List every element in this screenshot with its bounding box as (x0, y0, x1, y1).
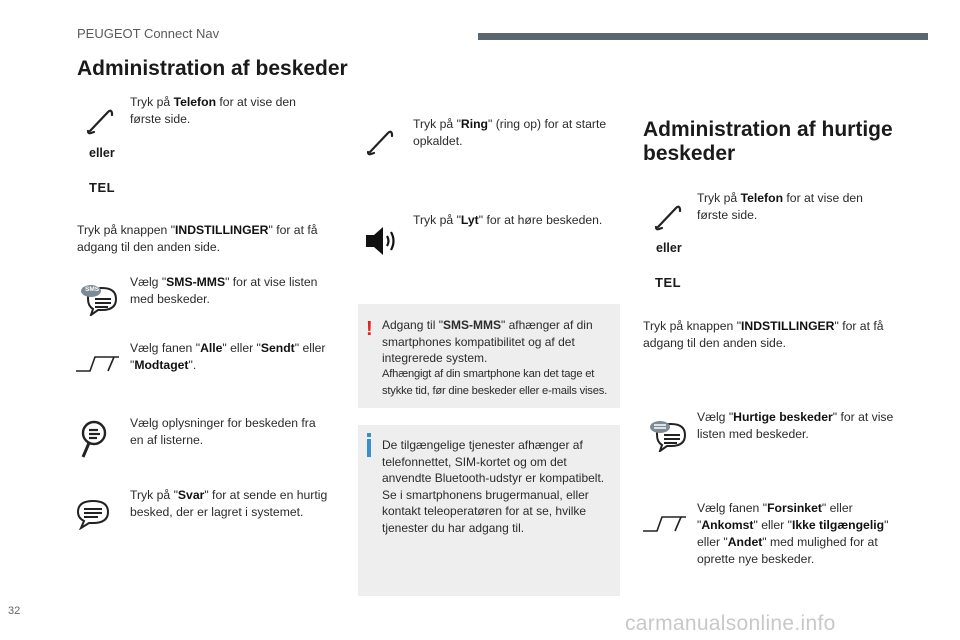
step-indstillinger: Tryk på knappen "INDSTILLINGER" for at få adgang til den anden side. (77, 223, 318, 254)
step-telefon: Tryk på Telefon for at vise den første side. (130, 95, 296, 126)
warning-note: Afhængigt af din smartphone kan det tage et stykke tid, før dine beskeder eller e-mails vises. (382, 368, 608, 397)
warning-icon: ! (366, 318, 373, 340)
step-hurtige-beskeder: Vælg "Hurtige beskeder" for at vise listen med beskeder. (697, 410, 894, 441)
warning-text: Adgang til "SMS-MMS" afhænger af din smartphones kompatibilitet og af det integrerede system. (382, 318, 593, 365)
page-number: 32 (8, 605, 21, 617)
watermark: carmanualsonline.info (625, 612, 836, 635)
running-header: PEUGEOT Connect Nav (77, 26, 220, 41)
or-label: eller (89, 146, 115, 160)
phone-handset-icon (654, 203, 682, 231)
tel-label: TEL (89, 180, 116, 195)
step-tabs-quick: Vælg fanen "Forsinket" eller "Ankomst" eller "Ikke tilgængelig" eller "Andet" med mulighed for at oprette nye beskeder. (697, 501, 889, 566)
phone-handset-icon (366, 128, 394, 156)
reply-bubble-icon (76, 498, 110, 530)
section-title-quick-messages: Administration af hurtige beskeder (643, 118, 893, 165)
info-icon (367, 439, 371, 457)
step-telefon-quick: Tryk på Telefon for at vise den første side. (697, 191, 863, 222)
tab-selector-icon (75, 355, 125, 373)
section-title-messages: Administration af beskeder (77, 57, 348, 80)
speaker-icon (364, 224, 400, 258)
message-details-icon (80, 420, 110, 460)
step-sms-mms: Vælg "SMS-MMS" for at vise listen med beskeder. (130, 275, 318, 306)
or-label: eller (656, 241, 682, 255)
tab-selector-icon (642, 515, 692, 533)
sms-badge-text: SMS (85, 286, 100, 293)
phone-handset-icon (86, 107, 114, 135)
step-indstillinger-quick: Tryk på knappen "INDSTILLINGER" for at få adgang til den anden side. (643, 319, 884, 350)
header-rule (478, 33, 928, 40)
step-tabs: Vælg fanen "Alle" eller "Sendt" eller "Modtaget". (130, 341, 326, 372)
step-svar: Tryk på "Svar" for at sende en hurtig besked, der er lagret i systemet. (130, 488, 328, 519)
info-text: De tilgængelige tjenester afhænger af telefonnettet, SIM-kortet og om det anvendte Bluetooth-udstyr er kompatibelt. Se i smartphonens brugermanual, eller kontakt teleoperatøren for at se, hvilke tjenester du har adgang til. (382, 438, 605, 535)
quick-message-icon (647, 418, 689, 452)
tel-label: TEL (655, 275, 682, 290)
step-details: Vælg oplysninger for beskeden fra en af listerne. (130, 416, 316, 447)
step-ring: Tryk på "Ring" (ring op) for at starte opkaldet. (413, 117, 607, 148)
step-lyt: Tryk på "Lyt" for at høre beskeden. (413, 213, 603, 227)
sms-icon (78, 282, 120, 316)
